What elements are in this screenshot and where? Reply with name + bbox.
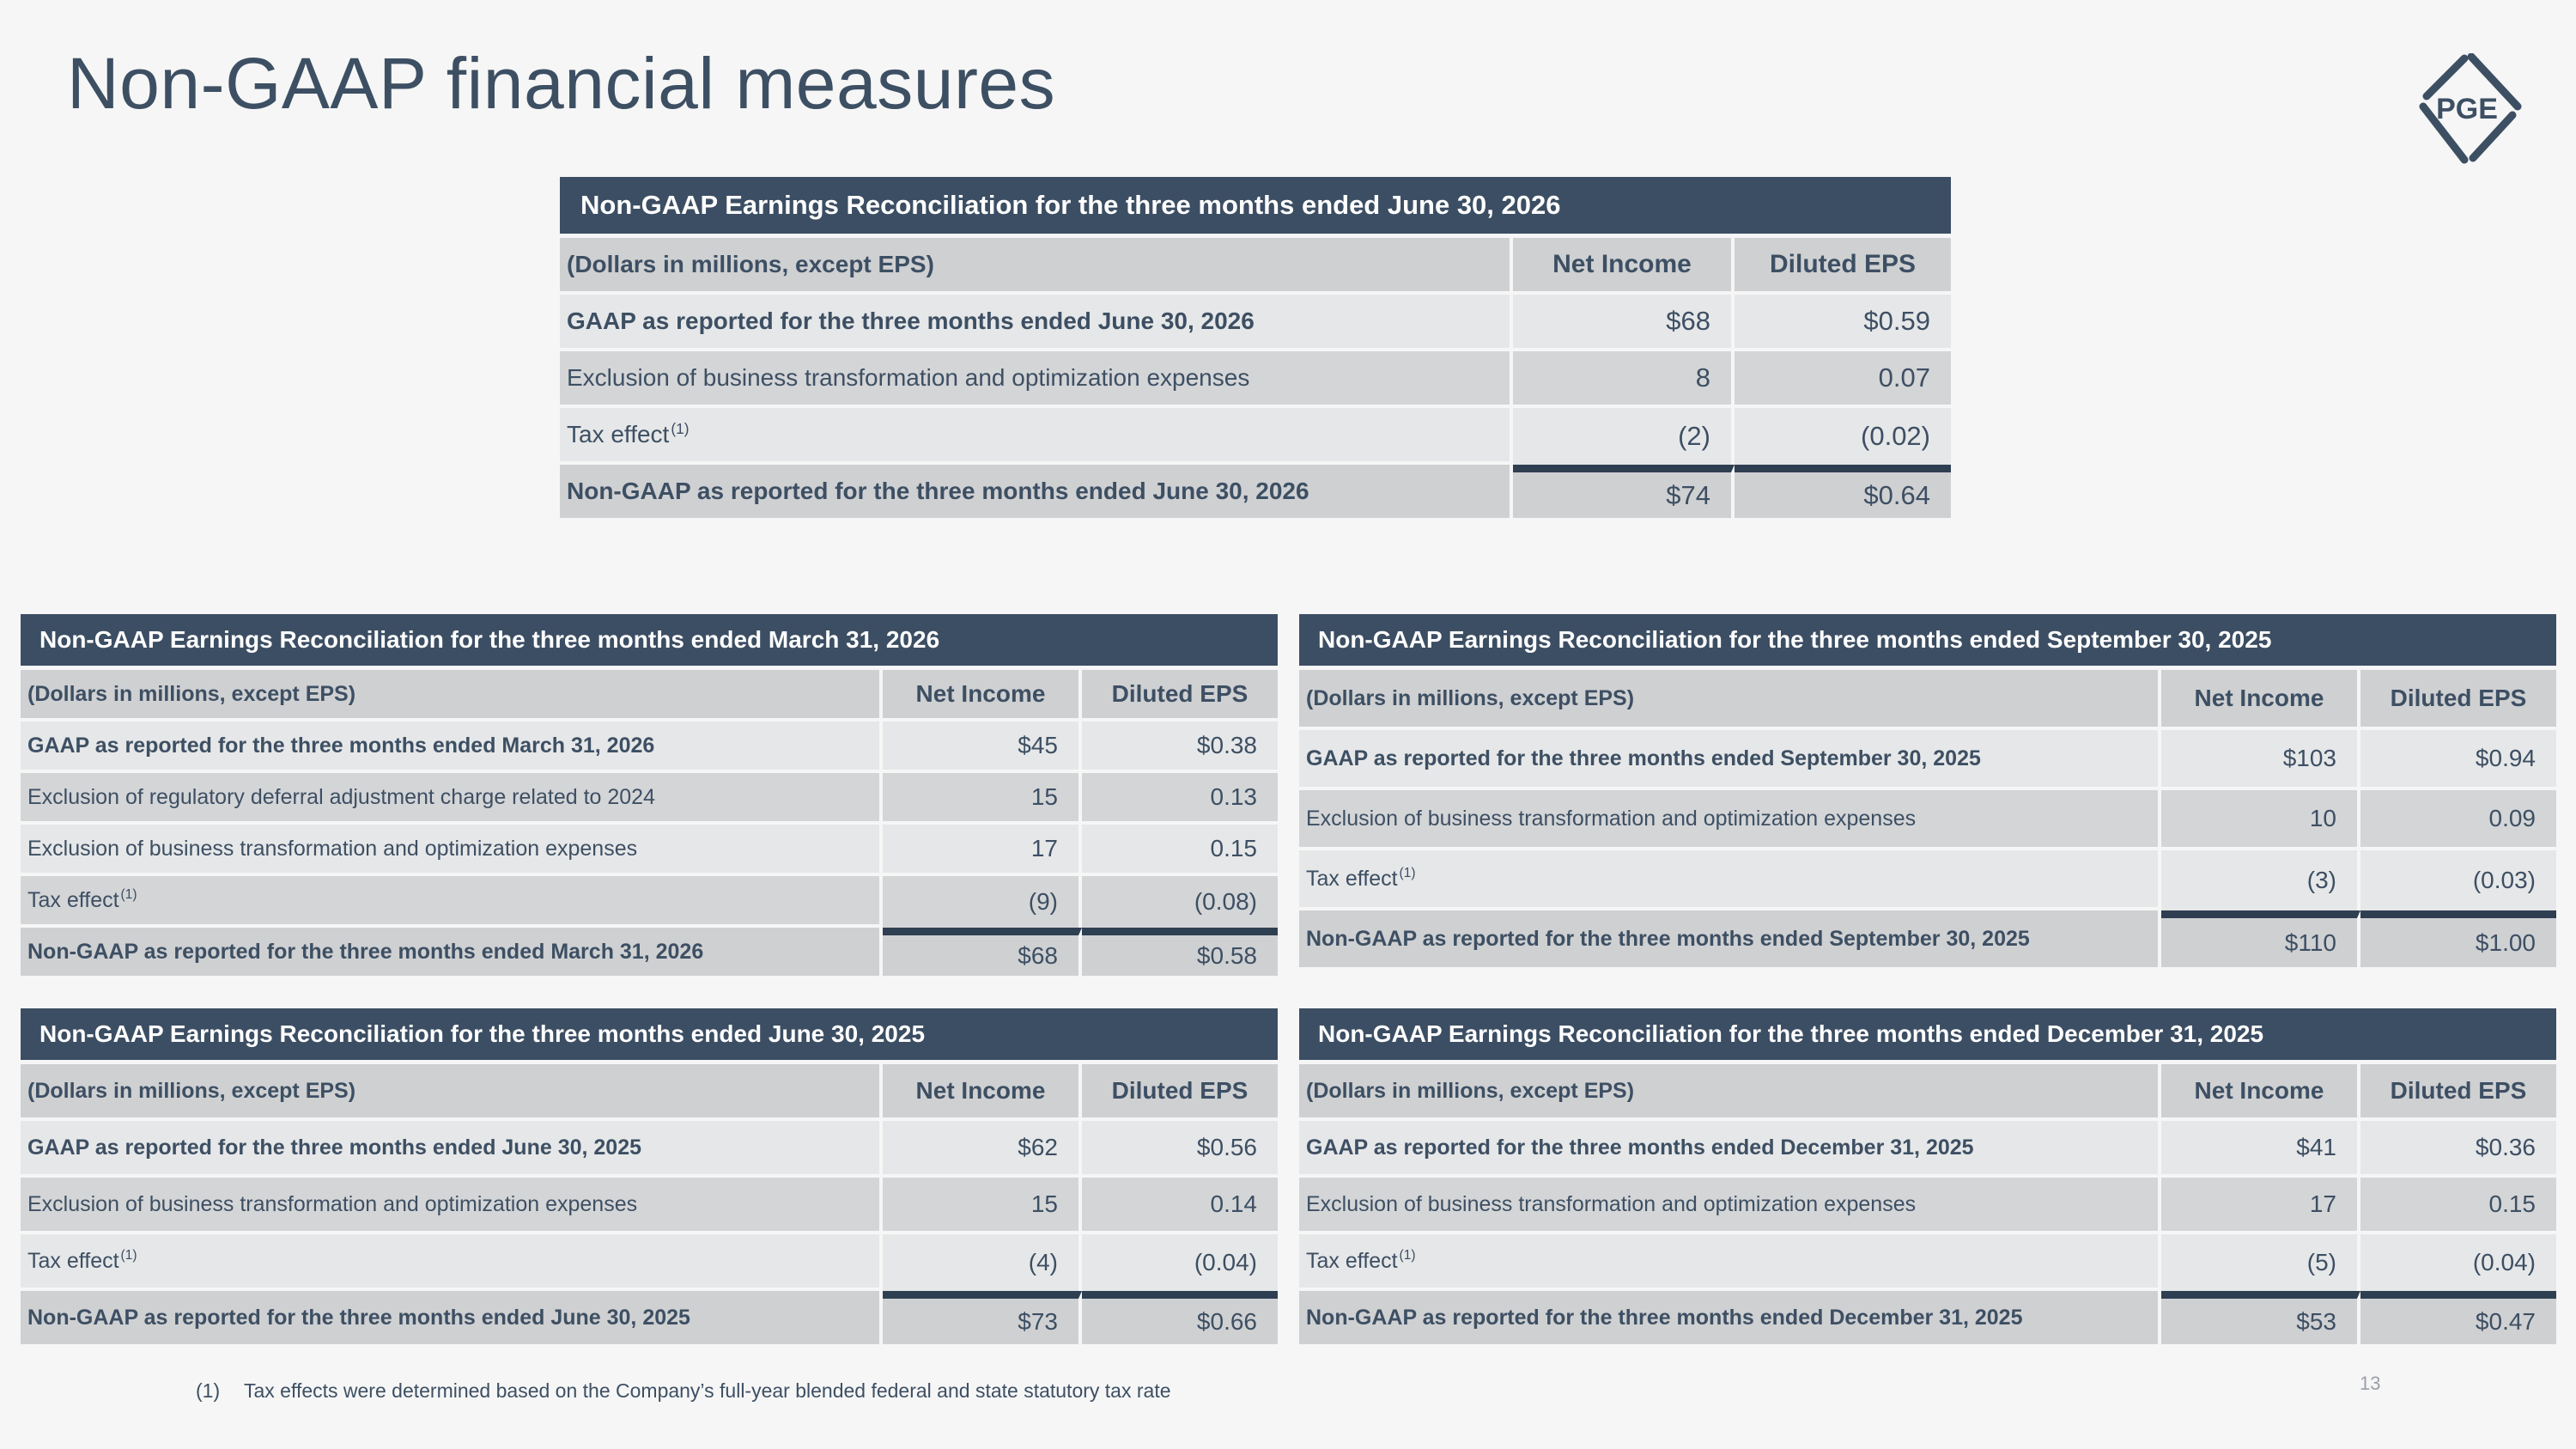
- footnote-ref: (1): [1399, 1248, 1416, 1263]
- column-header-net-income: Net Income: [883, 1064, 1082, 1121]
- footnote-ref: (1): [1399, 866, 1416, 881]
- column-header-label: (Dollars in millions, except EPS): [560, 238, 1513, 295]
- row-label: Exclusion of business transformation and optimization expenses: [1299, 1178, 2161, 1234]
- net-income-value: $103: [2161, 730, 2360, 790]
- table-title: Non-GAAP Earnings Reconciliation for the three months ended June 30, 2026: [560, 177, 1951, 234]
- non-gaap-row: [1299, 910, 2556, 971]
- row-label: Non-GAAP as reported for the three months ended September 30, 2025: [1299, 910, 2161, 971]
- row-label: Exclusion of business transformation and optimization expenses: [1299, 790, 2161, 850]
- footnote-ref: (1): [120, 1248, 137, 1263]
- net-income-value: $68: [1513, 295, 1735, 351]
- net-income-value: 17: [883, 825, 1082, 876]
- footnote-mark: (1): [196, 1379, 221, 1402]
- column-header-diluted-eps: Diluted EPS: [2360, 670, 2556, 730]
- net-income-value: (4): [883, 1234, 1082, 1291]
- column-header-net-income: Net Income: [1513, 238, 1735, 295]
- non-gaap-row: [21, 1291, 1278, 1348]
- net-income-value: $74: [1513, 465, 1735, 521]
- row-label: Non-GAAP as reported for the three months ended June 30, 2025: [21, 1291, 883, 1348]
- diluted-eps-value: (0.03): [2360, 850, 2556, 910]
- diluted-eps-value: $0.38: [1082, 721, 1278, 773]
- diluted-eps-value: 0.15: [2360, 1178, 2556, 1234]
- net-income-value: (2): [1513, 408, 1735, 465]
- row-label: Non-GAAP as reported for the three months ended June 30, 2026: [560, 465, 1513, 521]
- column-header-net-income: Net Income: [2161, 1064, 2360, 1121]
- net-income-value: $110: [2161, 910, 2360, 971]
- net-income-value: 15: [883, 773, 1082, 825]
- diluted-eps-value: $0.36: [2360, 1121, 2556, 1178]
- footnote: [196, 1379, 1171, 1403]
- adjustment-row: [21, 825, 1278, 876]
- diluted-eps-value: $0.56: [1082, 1121, 1278, 1178]
- gaap-row: [560, 295, 1951, 351]
- column-header-label: (Dollars in millions, except EPS): [21, 1064, 883, 1121]
- diluted-eps-value: (0.04): [1082, 1234, 1278, 1291]
- reconciliation-table-jun-2026: [560, 177, 1951, 521]
- net-income-value: (9): [883, 876, 1082, 928]
- column-header-label: (Dollars in millions, except EPS): [1299, 1064, 2161, 1121]
- adjustment-row: [560, 351, 1951, 408]
- gaap-row: [21, 721, 1278, 773]
- net-income-value: 10: [2161, 790, 2360, 850]
- tax-effect-row: [1299, 850, 2556, 910]
- row-label: GAAP as reported for the three months ended June 30, 2026: [560, 295, 1513, 351]
- table-header-row: [1299, 1064, 2556, 1121]
- net-income-value: 17: [2161, 1178, 2360, 1234]
- gaap-row: [1299, 730, 2556, 790]
- row-label: GAAP as reported for the three months ended March 31, 2026: [21, 721, 883, 773]
- diluted-eps-value: $0.58: [1082, 928, 1278, 979]
- footnote-text: Tax effects were determined based on the Company’s full-year blended federal and state statutory tax rate: [244, 1379, 1171, 1402]
- column-header-label: (Dollars in millions, except EPS): [1299, 670, 2161, 730]
- column-header-label: (Dollars in millions, except EPS): [21, 670, 883, 721]
- column-header-diluted-eps: Diluted EPS: [1735, 238, 1951, 295]
- page-title: Non-GAAP financial measures: [67, 43, 1056, 124]
- diluted-eps-value: 0.15: [1082, 825, 1278, 876]
- row-label: Tax effect $^{(1)}$: [1299, 1234, 2161, 1291]
- reconciliation-table-mar-2026: [21, 614, 1278, 979]
- table-title: Non-GAAP Earnings Reconciliation for the three months ended June 30, 2025: [21, 1008, 1278, 1060]
- row-label: GAAP as reported for the three months ended December 31, 2025: [1299, 1121, 2161, 1178]
- gaap-row: [1299, 1121, 2556, 1178]
- adjustment-row: [21, 1178, 1278, 1234]
- diluted-eps-value: (0.04): [2360, 1234, 2556, 1291]
- page-number: 13: [2360, 1373, 2381, 1394]
- diluted-eps-value: 0.09: [2360, 790, 2556, 850]
- net-income-value: 8: [1513, 351, 1735, 408]
- tax-effect-row: [21, 876, 1278, 928]
- net-income-value: $41: [2161, 1121, 2360, 1178]
- column-header-net-income: Net Income: [883, 670, 1082, 721]
- non-gaap-row: [1299, 1291, 2556, 1348]
- row-label: Non-GAAP as reported for the three months ended December 31, 2025: [1299, 1291, 2161, 1348]
- reconciliation-table-jun-2025: [21, 1008, 1278, 1348]
- row-label: GAAP as reported for the three months ended June 30, 2025: [21, 1121, 883, 1178]
- row-label: Exclusion of business transformation and optimization expenses: [21, 825, 883, 876]
- footnote-ref: (1): [671, 419, 690, 437]
- svg-text:PGE: PGE: [2436, 93, 2498, 125]
- column-header-diluted-eps: Diluted EPS: [2360, 1064, 2556, 1121]
- diluted-eps-value: 0.13: [1082, 773, 1278, 825]
- row-label: Tax effect $^{(1)}$: [560, 408, 1513, 465]
- non-gaap-row: [21, 928, 1278, 979]
- table-header-row: [560, 238, 1951, 295]
- net-income-value: 15: [883, 1178, 1082, 1234]
- diluted-eps-value: $0.59: [1735, 295, 1951, 351]
- pge-logo-icon: [2411, 53, 2523, 165]
- tax-effect-row: [21, 1234, 1278, 1291]
- row-label: Tax effect $^{(1)}$: [1299, 850, 2161, 910]
- table-title: Non-GAAP Earnings Reconciliation for the three months ended March 31, 2026: [21, 614, 1278, 666]
- row-label: Exclusion of business transformation and optimization expenses: [21, 1178, 883, 1234]
- row-label: Exclusion of business transformation and optimization expenses: [560, 351, 1513, 408]
- net-income-value: $73: [883, 1291, 1082, 1348]
- tax-effect-row: [1299, 1234, 2556, 1291]
- row-label: Tax effect $^{(1)}$: [21, 876, 883, 928]
- diluted-eps-value: 0.14: [1082, 1178, 1278, 1234]
- net-income-value: $68: [883, 928, 1082, 979]
- diluted-eps-value: $0.64: [1735, 465, 1951, 521]
- diluted-eps-value: (0.02): [1735, 408, 1951, 465]
- diluted-eps-value: 0.07: [1735, 351, 1951, 408]
- footnote-ref: (1): [120, 887, 137, 903]
- row-label: GAAP as reported for the three months ended September 30, 2025: [1299, 730, 2161, 790]
- column-header-diluted-eps: Diluted EPS: [1082, 670, 1278, 721]
- net-income-value: $45: [883, 721, 1082, 773]
- row-label: Non-GAAP as reported for the three months ended March 31, 2026: [21, 928, 883, 979]
- diluted-eps-value: $1.00: [2360, 910, 2556, 971]
- adjustment-row: [1299, 1178, 2556, 1234]
- reconciliation-table-sep-2025: [1299, 614, 2556, 971]
- row-label: Tax effect $^{(1)}$: [21, 1234, 883, 1291]
- net-income-value: (3): [2161, 850, 2360, 910]
- diluted-eps-value: (0.08): [1082, 876, 1278, 928]
- table-header-row: [21, 670, 1278, 721]
- non-gaap-row: [560, 465, 1951, 521]
- table-title: Non-GAAP Earnings Reconciliation for the three months ended September 30, 2025: [1299, 614, 2556, 666]
- tax-effect-row: [560, 408, 1951, 465]
- reconciliation-table-dec-2025: [1299, 1008, 2556, 1348]
- net-income-value: $53: [2161, 1291, 2360, 1348]
- column-header-net-income: Net Income: [2161, 670, 2360, 730]
- row-label: Exclusion of regulatory deferral adjustment charge related to 2024: [21, 773, 883, 825]
- table-title: Non-GAAP Earnings Reconciliation for the three months ended December 31, 2025: [1299, 1008, 2556, 1060]
- diluted-eps-value: $0.94: [2360, 730, 2556, 790]
- gaap-row: [21, 1121, 1278, 1178]
- table-header-row: [21, 1064, 1278, 1121]
- diluted-eps-value: $0.47: [2360, 1291, 2556, 1348]
- column-header-diluted-eps: Diluted EPS: [1082, 1064, 1278, 1121]
- adjustment-row: [1299, 790, 2556, 850]
- adjustment-row: [21, 773, 1278, 825]
- net-income-value: $62: [883, 1121, 1082, 1178]
- table-header-row: [1299, 670, 2556, 730]
- diluted-eps-value: $0.66: [1082, 1291, 1278, 1348]
- net-income-value: (5): [2161, 1234, 2360, 1291]
